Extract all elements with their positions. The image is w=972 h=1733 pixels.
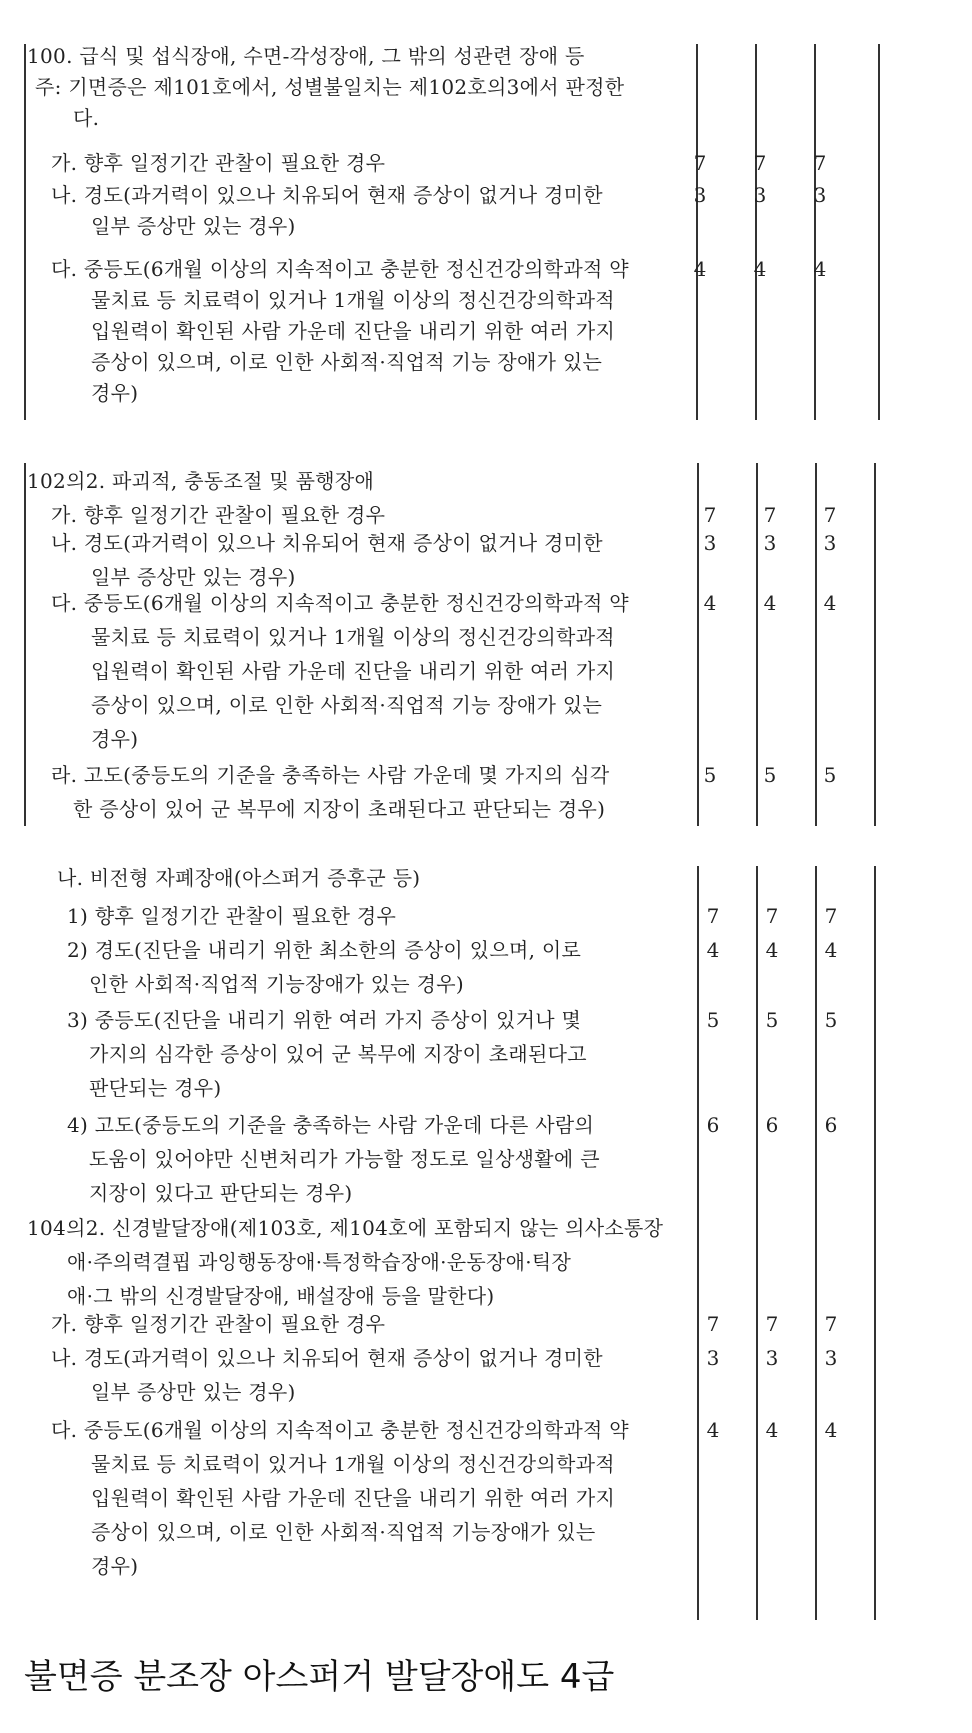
provision-text-line: 애·그 밖의 신경발달장애, 배설장애 등을 말한다) [67,1284,495,1308]
grade-value: 4 [813,257,827,281]
provision-text-line: 증상이 있으며, 이로 인한 사회적·직업적 기능 장애가 있는 [91,693,603,717]
provision-text-line: 증상이 있으며, 이로 인한 사회적·직업적 기능장애가 있는 [91,1520,596,1544]
grade-value: 5 [703,763,717,787]
grade-value: 6 [765,1113,779,1137]
provision-text-line: 나. 경도(과거력이 있으나 치유되어 현재 증상이 없거나 경미한 [51,1346,603,1370]
provision-text-line: 판단되는 경우) [89,1076,222,1100]
provision-text-line: 주: 기면증은 제101호에서, 성별불일치는 제102호의3에서 판정한 [35,75,625,99]
provision-text-line: 경우) [91,1554,139,1578]
column-divider-line [874,463,876,826]
column-divider-line [696,44,698,420]
grade-value: 4 [765,1418,779,1442]
provision-text-line: 입원력이 확인된 사람 가운데 진단을 내리기 위한 여러 가지 [91,659,616,683]
grade-value: 4 [703,591,717,615]
provision-text-line: 입원력이 확인된 사람 가운데 진단을 내리기 위한 여러 가지 [91,319,616,343]
provision-text-line: 다. 중등도(6개월 이상의 지속적이고 충분한 정신건강의학과적 약 [51,257,629,281]
grade-value: 4 [753,257,767,281]
provision-text-line: 102의2. 파괴적, 충동조절 및 품행장애 [27,469,375,493]
grade-value: 4 [824,1418,838,1442]
grade-value: 3 [765,1346,779,1370]
provision-text-line: 다. 중등도(6개월 이상의 지속적이고 충분한 정신건강의학과적 약 [51,591,629,615]
provision-text-line: 가. 향후 일정기간 관찰이 필요한 경우 [51,503,386,527]
grade-value: 5 [706,1008,720,1032]
grade-value: 5 [823,763,837,787]
grade-value: 3 [703,531,717,555]
provision-text-line: 다. [73,106,100,130]
left-border-line [24,463,26,826]
grade-value: 3 [813,183,827,207]
grade-value: 3 [823,531,837,555]
grade-value: 7 [765,904,779,928]
provision-text-line: 4) 고도(중등도의 기준을 충족하는 사람 가운데 다른 사람의 [67,1113,595,1137]
column-divider-line [814,44,816,420]
grade-value: 7 [824,1312,838,1336]
provision-text-line: 한 증상이 있어 군 복무에 지장이 초래된다고 판단되는 경우) [73,797,606,821]
grade-value: 7 [703,503,717,527]
provision-text-line: 지장이 있다고 판단되는 경우) [89,1181,353,1205]
provision-text-line: 물치료 등 치료력이 있거나 1개월 이상의 정신건강의학과적 [91,288,615,312]
grade-value: 7 [693,151,707,175]
grade-value: 7 [706,904,720,928]
column-divider-line [755,44,757,420]
grade-value: 4 [763,591,777,615]
caption-text: 불면증 분조장 아스퍼거 발달장애도 4급 [24,1657,615,1697]
provision-text-line: 물치료 등 치료력이 있거나 1개월 이상의 정신건강의학과적 [91,625,615,649]
grade-value: 5 [765,1008,779,1032]
provision-text-line: 일부 증상만 있는 경우) [91,214,296,238]
grade-value: 4 [823,591,837,615]
column-divider-line [697,866,699,1620]
grade-value: 7 [763,503,777,527]
grade-value: 3 [763,531,777,555]
grade-value: 4 [706,1418,720,1442]
provision-text-line: 애·주의력결핍 과잉행동장애·특정학습장애·운동장애·틱장 [67,1250,572,1274]
grade-value: 3 [706,1346,720,1370]
grade-value: 3 [824,1346,838,1370]
grade-value: 7 [753,151,767,175]
provision-text-line: 가. 향후 일정기간 관찰이 필요한 경우 [51,151,386,175]
grade-value: 6 [706,1113,720,1137]
grade-value: 7 [824,904,838,928]
provision-text-line: 100. 급식 및 섭식장애, 수면-각성장애, 그 밖의 성관련 장애 등 [27,44,585,68]
grade-value: 4 [693,257,707,281]
grade-value: 7 [813,151,827,175]
grade-value: 6 [824,1113,838,1137]
provision-text-line: 1) 향후 일정기간 관찰이 필요한 경우 [67,904,397,928]
grade-value: 5 [824,1008,838,1032]
grade-value: 4 [706,938,720,962]
grade-value: 3 [693,183,707,207]
provision-text-line: 일부 증상만 있는 경우) [91,565,296,589]
provision-text-line: 가지의 심각한 증상이 있어 군 복무에 지장이 초래된다고 [89,1042,587,1066]
provision-text-line: 다. 중등도(6개월 이상의 지속적이고 충분한 정신건강의학과적 약 [51,1418,629,1442]
provision-text-line: 경우) [91,727,139,751]
provision-text-line: 일부 증상만 있는 경우) [91,1380,296,1404]
provision-text-line: 나. 비전형 자폐장애(아스퍼거 증후군 등) [57,866,421,890]
column-divider-line [756,866,758,1620]
column-divider-line [878,44,880,420]
grade-value: 7 [765,1312,779,1336]
provision-text-line: 104의2. 신경발달장애(제103호, 제104호에 포함되지 않는 의사소통장 [27,1216,664,1240]
column-divider-line [874,866,876,1620]
grade-value: 4 [824,938,838,962]
grade-value: 4 [765,938,779,962]
provision-text-line: 2) 경도(진단을 내리기 위한 최소한의 증상이 있으며, 이로 [67,938,582,962]
column-divider-line [815,866,817,1620]
provision-text-line: 물치료 등 치료력이 있거나 1개월 이상의 정신건강의학과적 [91,1452,615,1476]
left-border-line [24,44,26,420]
provision-text-line: 경우) [91,381,139,405]
grade-value: 7 [823,503,837,527]
provision-text-line: 입원력이 확인된 사람 가운데 진단을 내리기 위한 여러 가지 [91,1486,616,1510]
provision-text-line: 증상이 있으며, 이로 인한 사회적·직업적 기능 장애가 있는 [91,350,603,374]
grade-value: 7 [706,1312,720,1336]
grade-value: 3 [753,183,767,207]
provision-text-line: 도움이 있어야만 신변처리가 가능할 정도로 일상생활에 큰 [89,1147,600,1171]
provision-text-line: 인한 사회적·직업적 기능장애가 있는 경우) [89,972,464,996]
provision-text-line: 가. 향후 일정기간 관찰이 필요한 경우 [51,1312,386,1336]
provision-text-line: 나. 경도(과거력이 있으나 치유되어 현재 증상이 없거나 경미한 [51,531,603,555]
provision-text-line: 3) 중등도(진단을 내리기 위한 여러 가지 증상이 있거나 몇 [67,1008,582,1032]
provision-text-line: 라. 고도(중등도의 기준을 충족하는 사람 가운데 몇 가지의 심각 [51,763,610,787]
grade-value: 5 [763,763,777,787]
provision-text-line: 나. 경도(과거력이 있으나 치유되어 현재 증상이 없거나 경미한 [51,183,603,207]
